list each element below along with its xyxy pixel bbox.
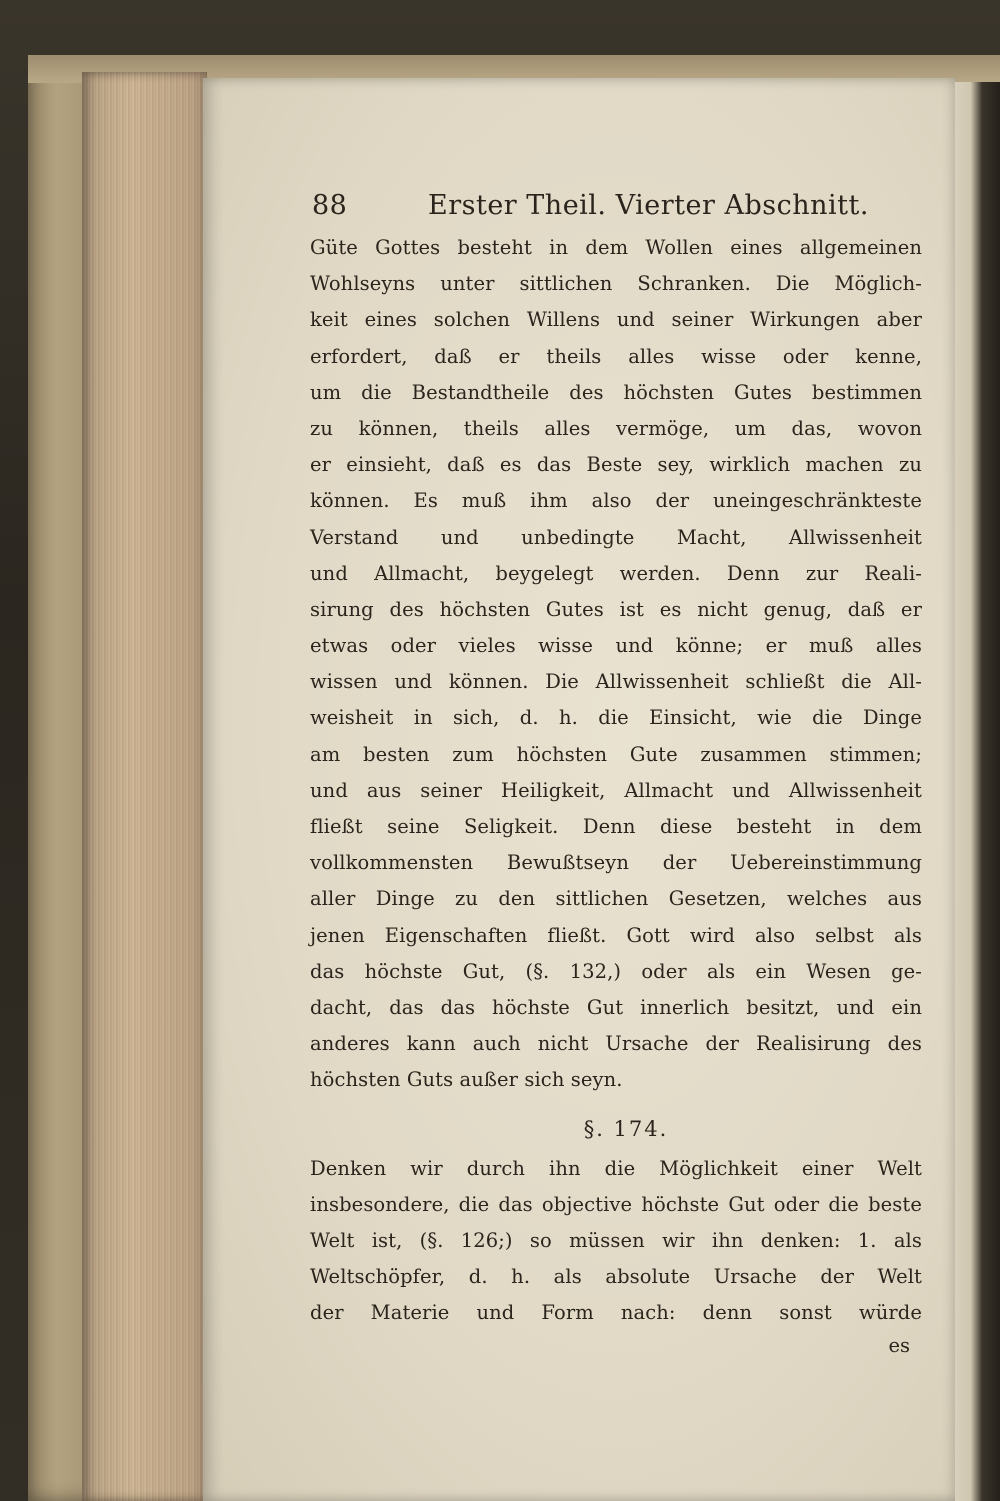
text-line: und aus seiner Heiligkeit, Allmacht und Allwissenheit — [310, 778, 922, 802]
text-line: Wohlseyns unter sittlichen Schranken. Die Möglich- — [310, 272, 922, 296]
text-line: Verstand und unbedingte Macht, Allwissenheit — [310, 525, 922, 549]
text-line: zu können, theils alles vermöge, um das, wovon — [310, 416, 922, 440]
text-line: aller Dinge zu den sittlichen Gesetzen, welches aus — [310, 887, 922, 911]
text-line: weisheit in sich, d. h. die Einsicht, wie die Dinge — [310, 706, 922, 730]
text-line: am besten zum höchsten Gute zusammen stimmen; — [310, 742, 922, 766]
text-line: er einsieht, daß es das Beste sey, wirklich machen zu — [310, 453, 922, 477]
text-line: das höchste Gut, (§. 132,) oder als ein Wesen ge- — [310, 959, 922, 983]
running-head — [310, 186, 922, 230]
text-line: Welt ist, (§. 126;) so müssen wir ihn denken: 1. als — [310, 1228, 922, 1252]
text-line: Güte Gottes besteht in dem Wollen eines allgemeinen — [310, 236, 922, 259]
text-line: jenen Eigenschaften fließt. Gott wird also selbst als — [310, 923, 922, 947]
text-line: und Allmacht, beygelegt werden. Denn zur Reali- — [310, 561, 922, 585]
text-line: sirung des höchsten Gutes ist es nicht genug, daß er — [310, 597, 922, 621]
catchword: es — [888, 1334, 910, 1358]
page-text-block — [310, 186, 922, 1361]
header-title: Erster Theil. Vierter Abschnitt. — [428, 190, 869, 221]
text-line: erfordert, daß er theils alles wisse oder kenne, — [310, 344, 922, 368]
text-line: Weltschöpfer, d. h. als absolute Ursache der Welt — [310, 1265, 922, 1289]
text-line: vollkommensten Bewußtseyn der Uebereinstimmung — [310, 851, 922, 875]
page-stack-shade — [82, 72, 207, 1501]
text-line: anderes kann auch nicht Ursache der Realisirung des — [310, 1032, 922, 1056]
paragraph-continued — [310, 230, 922, 1099]
text-line: höchsten Guts außer sich seyn. — [310, 1068, 623, 1092]
paragraph-section-174 — [310, 1151, 922, 1332]
text-line: wissen und können. Die Allwissenheit schließt die All- — [310, 670, 922, 694]
text-line: können. Es muß ihm also der uneingeschränkteste — [310, 489, 922, 513]
facing-page-edge — [955, 82, 1000, 1501]
text-line: der Materie und Form nach: denn sonst würde — [310, 1301, 922, 1325]
text-line: keit eines solchen Willens und seiner Wirkungen aber — [310, 308, 922, 332]
text-line: dacht, das das höchste Gut innerlich besitzt, und ein — [310, 995, 922, 1019]
section-heading: §. 174. — [583, 1116, 669, 1141]
text-line: um die Bestandtheile des höchsten Gutes bestimmen — [310, 380, 922, 404]
text-line: Denken wir durch ihn die Möglichkeit einer Welt — [310, 1156, 922, 1180]
page-number: 88 — [312, 190, 348, 221]
text-line: fließt seine Seligkeit. Denn diese besteht in dem — [310, 815, 922, 838]
text-line: insbesondere, die das objective höchste Gut oder die beste — [310, 1192, 922, 1216]
text-line: etwas oder vieles wisse und könne; er muß alles — [310, 634, 922, 658]
